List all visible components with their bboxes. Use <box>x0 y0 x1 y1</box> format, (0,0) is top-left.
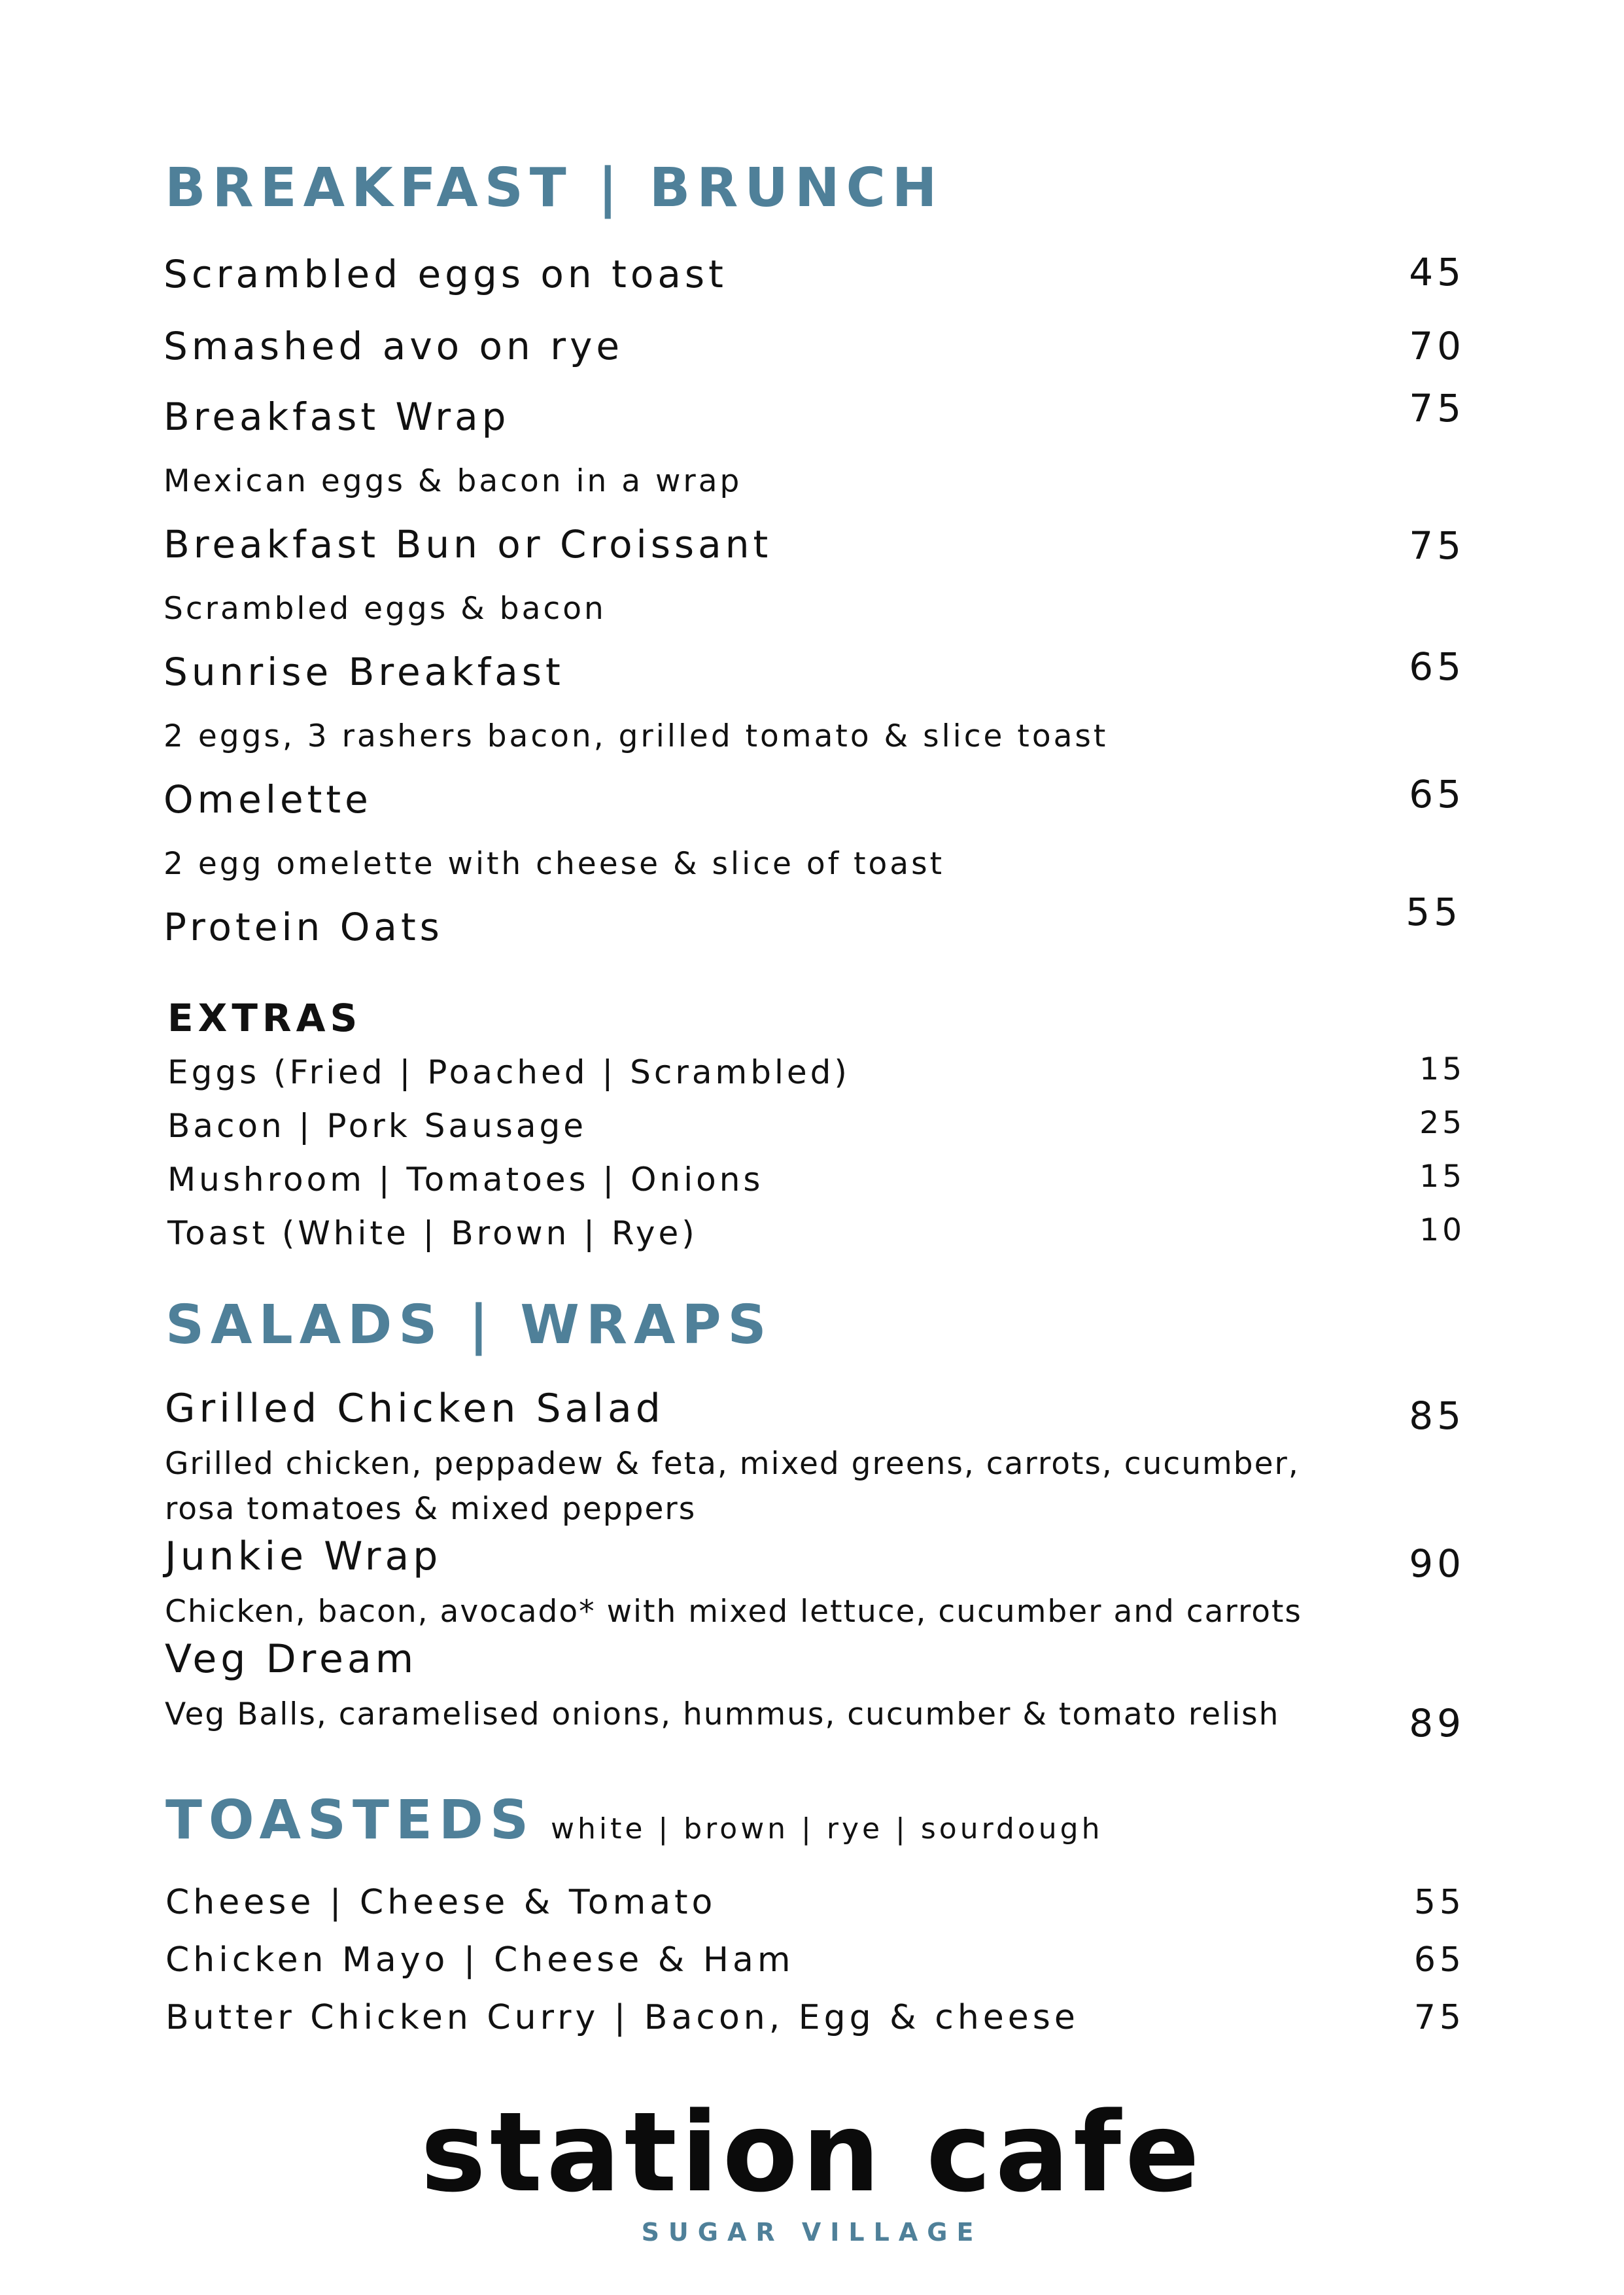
extra-item-name: Eggs (Fried | Poached | Scrambled) <box>167 1053 850 1091</box>
menu-item-name: Veg Dream <box>165 1636 418 1682</box>
menu-item-price: 65 <box>1409 644 1465 689</box>
menu-item-price: 70 <box>1409 324 1465 368</box>
menu-item-price: 90 <box>1409 1541 1465 1586</box>
menu-item-price: 55 <box>1413 1883 1465 1922</box>
extra-item-price: 10 <box>1419 1212 1465 1248</box>
menu-item-name: Junkie Wrap <box>165 1533 442 1579</box>
extra-item-name: Mushroom | Tomatoes | Onions <box>167 1161 764 1199</box>
extra-item-price: 15 <box>1419 1051 1465 1087</box>
menu-item-price: 85 <box>1409 1393 1465 1438</box>
menu-item-price: 45 <box>1409 250 1465 294</box>
extra-item-price: 15 <box>1419 1159 1465 1195</box>
menu-item-description: Veg Balls, caramelised onions, hummus, cucumber & tomato relish <box>165 1696 1280 1732</box>
salads-section-title: SALADS | WRAPS <box>165 1294 773 1356</box>
extra-item-name: Toast (White | Brown | Rye) <box>167 1214 698 1252</box>
menu-item-name: Chicken Mayo | Cheese & Ham <box>165 1940 795 1980</box>
menu-item-price: 65 <box>1413 1940 1465 1980</box>
breakfast-section-title: BREAKFAST | BRUNCH <box>165 157 944 219</box>
cafe-location: SUGAR VILLAGE <box>641 2218 983 2247</box>
menu-item-description: Mexican eggs & bacon in a wrap <box>164 463 742 499</box>
menu-item-description: Scrambled eggs & bacon <box>164 591 606 627</box>
menu-item-price: 75 <box>1409 386 1465 430</box>
extra-item-name: Bacon | Pork Sausage <box>167 1107 587 1145</box>
menu-item-name: Grilled Chicken Salad <box>165 1386 665 1431</box>
menu-item-price: 65 <box>1409 772 1465 816</box>
menu-item-description: Grilled chicken, peppadew & feta, mixed greens, carrots, cucumber, <box>165 1446 1300 1482</box>
menu-item-price: 89 <box>1409 1701 1465 1745</box>
menu-item-name: Cheese | Cheese & Tomato <box>165 1883 717 1922</box>
menu-item-name: Scrambled eggs on toast <box>164 252 727 296</box>
menu-item-price: 75 <box>1413 1998 1465 2037</box>
extras-section-title: EXTRAS <box>167 996 362 1040</box>
menu-item-name: Breakfast Bun or Croissant <box>164 522 772 567</box>
menu-item-name: Omelette <box>164 777 372 822</box>
menu-item-price: 55 <box>1406 890 1462 934</box>
menu-item-name: Breakfast Wrap <box>164 394 510 439</box>
cafe-logo-name: station cafe <box>420 2088 1204 2216</box>
menu-item-name: Smashed avo on rye <box>164 324 624 368</box>
menu-item-description: 2 egg omelette with cheese & slice of toast <box>164 846 944 882</box>
menu-item-name: Butter Chicken Curry | Bacon, Egg & cheese <box>165 1998 1079 2037</box>
menu-item-description: 2 eggs, 3 rashers bacon, grilled tomato & slice toast <box>164 718 1109 754</box>
menu-item-description: Chicken, bacon, avocado* with mixed lettuce, cucumber and carrots <box>165 1594 1302 1630</box>
menu-item-name: Protein Oats <box>164 905 443 949</box>
menu-item-description: rosa tomatoes & mixed peppers <box>165 1491 697 1527</box>
toasteds-section-title: TOASTEDS <box>165 1789 536 1851</box>
menu-item-price: 75 <box>1409 523 1465 568</box>
extra-item-price: 25 <box>1419 1105 1465 1141</box>
menu-item-name: Sunrise Breakfast <box>164 650 564 694</box>
toasteds-bread-options: white | brown | rye | sourdough <box>551 1812 1103 1846</box>
